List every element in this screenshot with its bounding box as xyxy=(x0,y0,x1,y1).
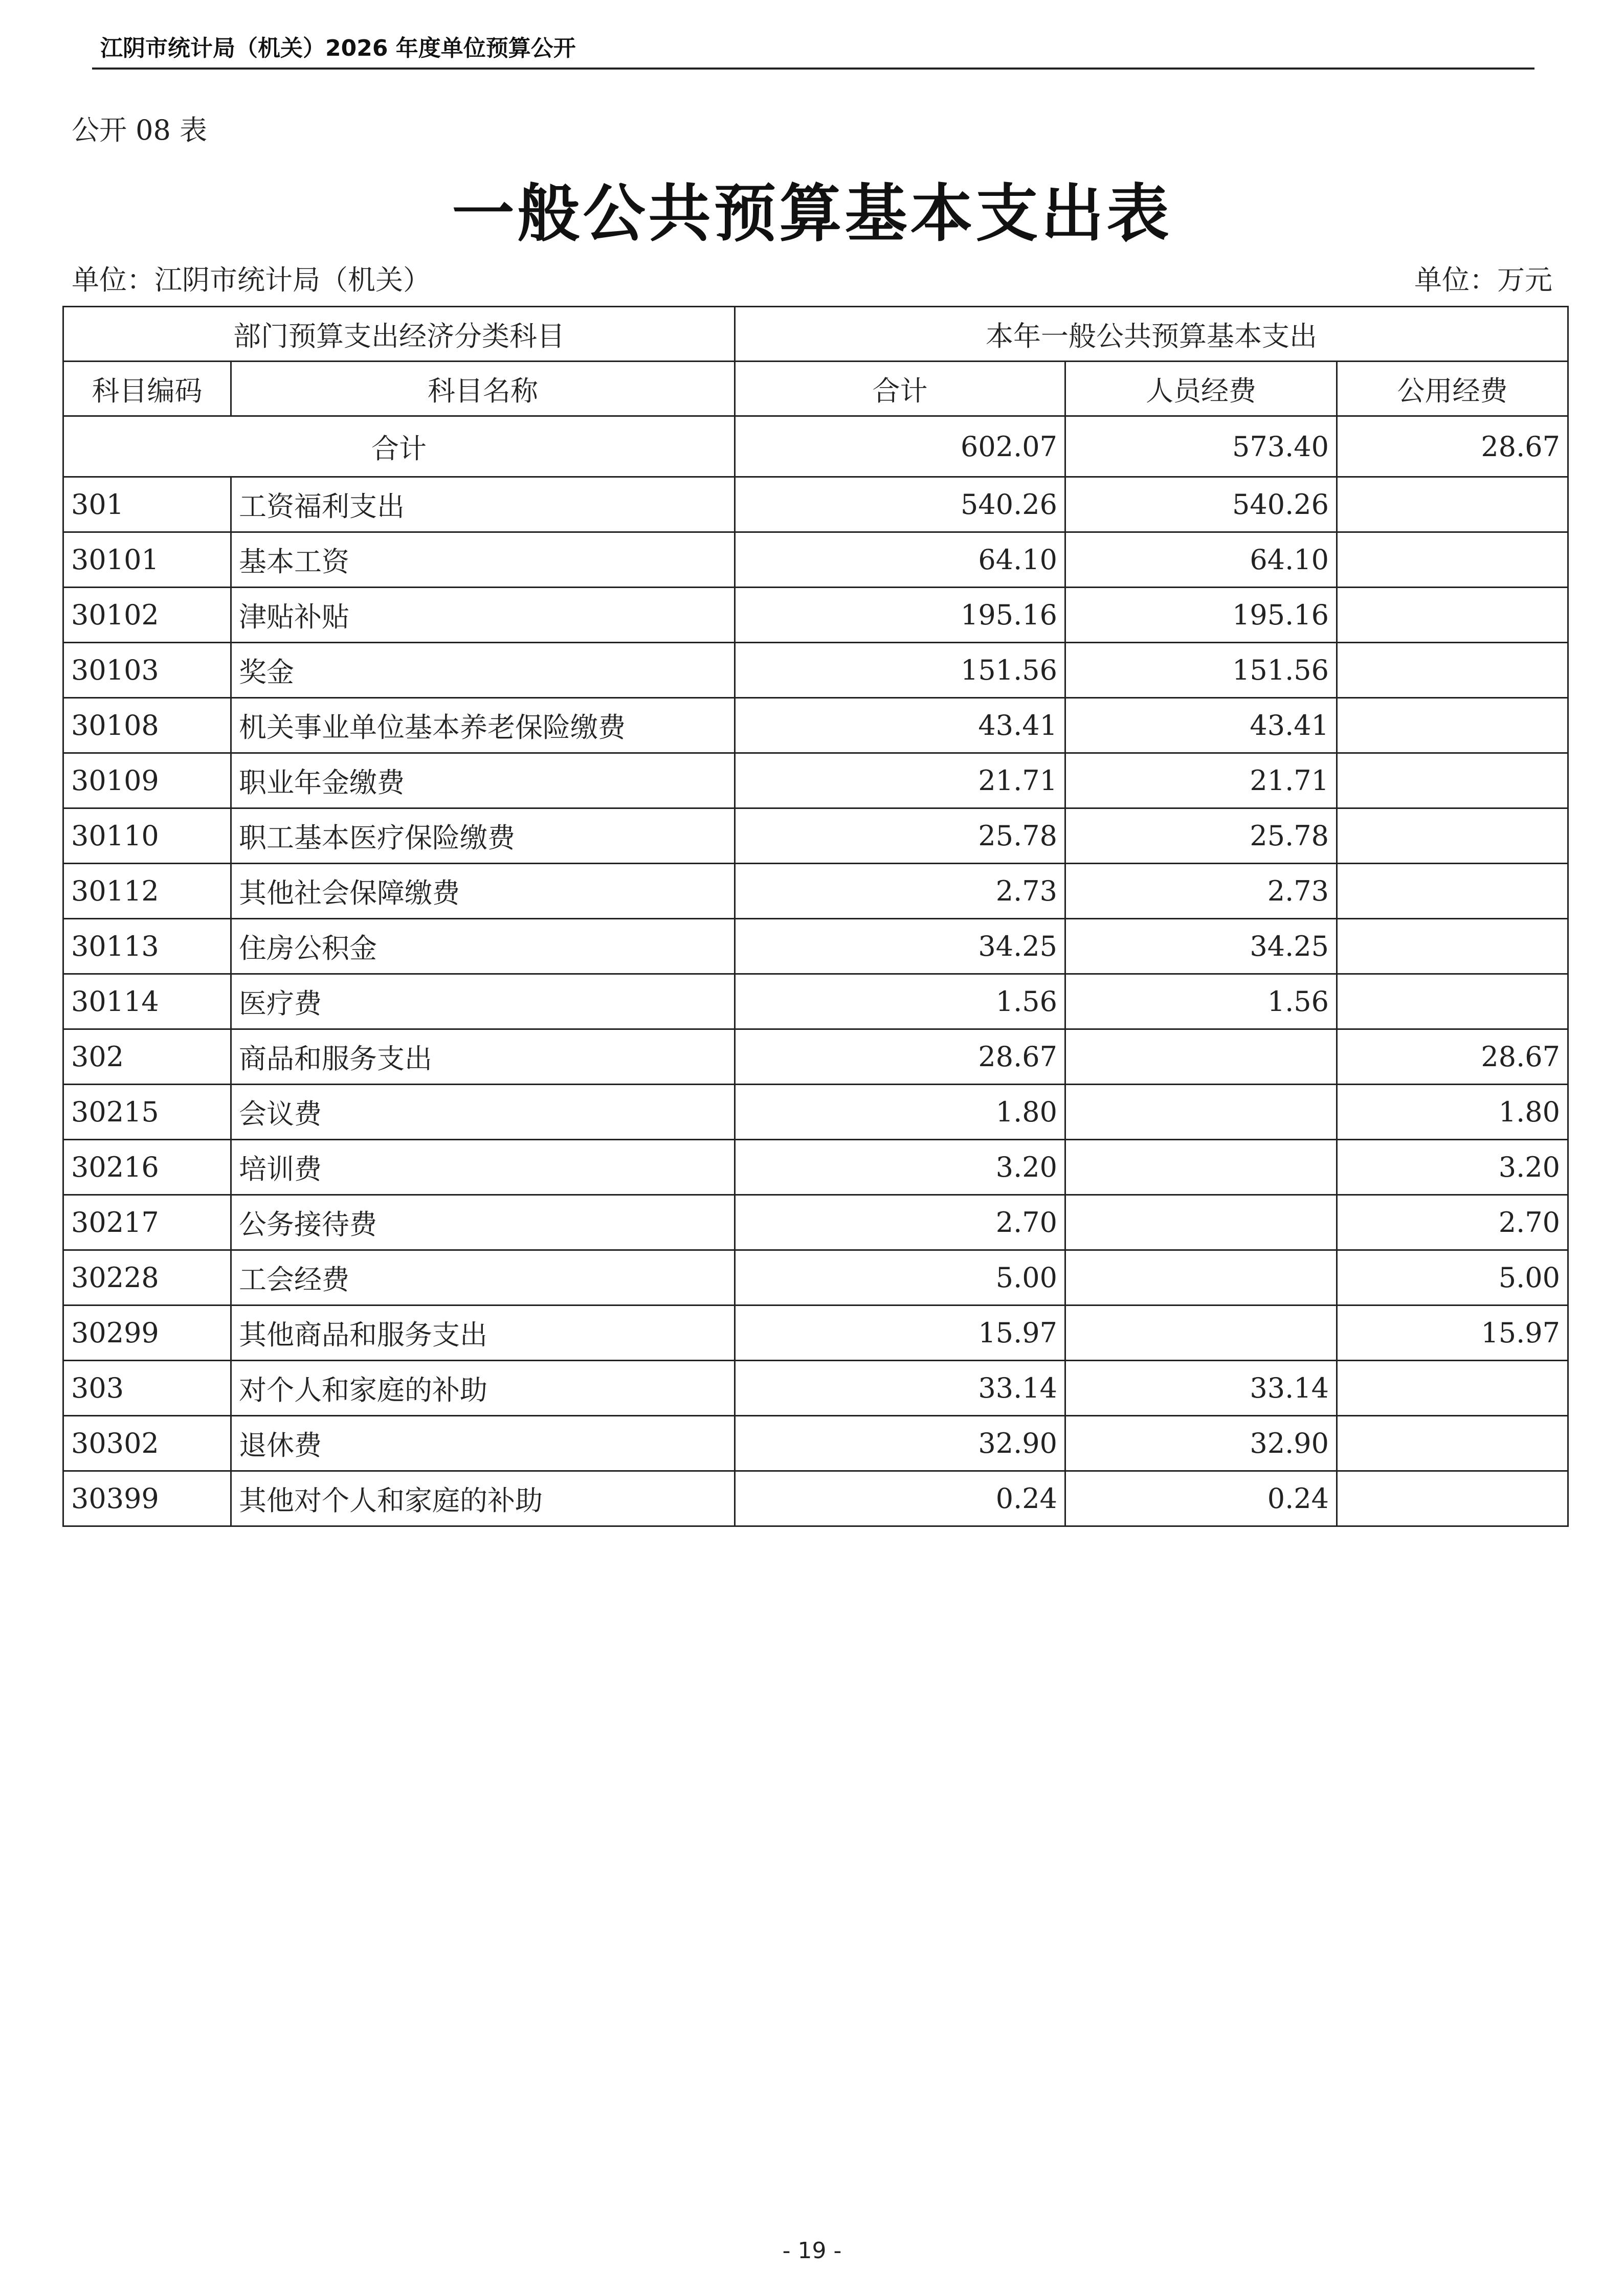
cell-personnel: 540.26 xyxy=(1065,477,1337,532)
table-column-header-row xyxy=(63,362,1568,416)
table-number: 公开 08 表 xyxy=(72,114,208,146)
cell-public xyxy=(1337,1471,1568,1526)
total-public: 28.67 xyxy=(1337,416,1568,477)
cell-code: 30113 xyxy=(63,919,231,974)
table-row xyxy=(63,974,1568,1029)
cell-public: 3.20 xyxy=(1337,1140,1568,1195)
cell-personnel: 1.56 xyxy=(1065,974,1337,1029)
cell-personnel: 34.25 xyxy=(1065,919,1337,974)
cell-total: 2.70 xyxy=(735,1195,1065,1250)
cell-total: 151.56 xyxy=(735,643,1065,698)
cell-name: 其他对个人和家庭的补助 xyxy=(231,1471,735,1526)
cell-code: 30101 xyxy=(63,532,231,588)
cell-public xyxy=(1337,864,1568,919)
cell-public: 15.97 xyxy=(1337,1305,1568,1361)
cell-public xyxy=(1337,698,1568,753)
cell-total: 15.97 xyxy=(735,1305,1065,1361)
cell-total: 32.90 xyxy=(735,1416,1065,1471)
table-row xyxy=(63,1029,1568,1085)
cell-total: 34.25 xyxy=(735,919,1065,974)
cell-code: 30228 xyxy=(63,1250,231,1305)
cell-public xyxy=(1337,1361,1568,1416)
table-row xyxy=(63,1085,1568,1140)
table-group-header-row xyxy=(63,307,1568,362)
cell-code: 30112 xyxy=(63,864,231,919)
cell-name: 培训费 xyxy=(231,1140,735,1195)
cell-code: 30103 xyxy=(63,643,231,698)
cell-name: 工会经费 xyxy=(231,1250,735,1305)
cell-name: 工资福利支出 xyxy=(231,477,735,532)
cell-total: 1.80 xyxy=(735,1085,1065,1140)
cell-code: 30216 xyxy=(63,1140,231,1195)
cell-name: 其他社会保障缴费 xyxy=(231,864,735,919)
table-row xyxy=(63,477,1568,532)
cell-code: 301 xyxy=(63,477,231,532)
cell-total: 21.71 xyxy=(735,753,1065,808)
total-sum: 602.07 xyxy=(735,416,1065,477)
cell-total: 540.26 xyxy=(735,477,1065,532)
cell-name: 职业年金缴费 xyxy=(231,753,735,808)
table-row xyxy=(63,1140,1568,1195)
table-row xyxy=(63,1250,1568,1305)
cell-name: 基本工资 xyxy=(231,532,735,588)
cell-code: 30299 xyxy=(63,1305,231,1361)
cell-total: 28.67 xyxy=(735,1029,1065,1085)
cell-name: 会议费 xyxy=(231,1085,735,1140)
table-row xyxy=(63,864,1568,919)
table-row xyxy=(63,1361,1568,1416)
unit-organization: 单位：江阴市统计局（机关） xyxy=(72,264,431,296)
cell-code: 30114 xyxy=(63,974,231,1029)
column-header-code: 科目编码 xyxy=(63,362,231,416)
cell-code: 30102 xyxy=(63,588,231,643)
group-header-classification: 部门预算支出经济分类科目 xyxy=(63,307,735,362)
cell-code: 30110 xyxy=(63,808,231,864)
cell-code: 30217 xyxy=(63,1195,231,1250)
cell-name: 住房公积金 xyxy=(231,919,735,974)
cell-personnel: 2.73 xyxy=(1065,864,1337,919)
cell-total: 1.56 xyxy=(735,974,1065,1029)
cell-name: 津贴补贴 xyxy=(231,588,735,643)
cell-total: 64.10 xyxy=(735,532,1065,588)
cell-total: 195.16 xyxy=(735,588,1065,643)
table-row xyxy=(63,698,1568,753)
cell-code: 30108 xyxy=(63,698,231,753)
cell-name: 公务接待费 xyxy=(231,1195,735,1250)
cell-code: 303 xyxy=(63,1361,231,1416)
page-title: 一般公共预算基本支出表 xyxy=(452,176,1172,250)
table-row xyxy=(63,1305,1568,1361)
cell-personnel: 33.14 xyxy=(1065,1361,1337,1416)
total-row xyxy=(63,416,1568,477)
table-row xyxy=(63,532,1568,588)
cell-personnel xyxy=(1065,1305,1337,1361)
cell-name: 商品和服务支出 xyxy=(231,1029,735,1085)
table-row xyxy=(63,919,1568,974)
cell-public xyxy=(1337,588,1568,643)
table-row xyxy=(63,1416,1568,1471)
cell-personnel: 25.78 xyxy=(1065,808,1337,864)
cell-public: 1.80 xyxy=(1337,1085,1568,1140)
cell-public xyxy=(1337,808,1568,864)
cell-public xyxy=(1337,477,1568,532)
cell-total: 3.20 xyxy=(735,1140,1065,1195)
table-row xyxy=(63,1195,1568,1250)
cell-name: 职工基本医疗保险缴费 xyxy=(231,808,735,864)
cell-public: 28.67 xyxy=(1337,1029,1568,1085)
column-header-personnel: 人员经费 xyxy=(1065,362,1337,416)
cell-total: 2.73 xyxy=(735,864,1065,919)
running-header: 江阴市统计局（机关）2026 年度单位预算公开 xyxy=(100,35,576,61)
cell-code: 30399 xyxy=(63,1471,231,1526)
cell-total: 43.41 xyxy=(735,698,1065,753)
cell-total: 25.78 xyxy=(735,808,1065,864)
table-row xyxy=(63,753,1568,808)
cell-total: 5.00 xyxy=(735,1250,1065,1305)
table-row xyxy=(63,588,1568,643)
cell-personnel xyxy=(1065,1195,1337,1250)
cell-total: 0.24 xyxy=(735,1471,1065,1526)
cell-public xyxy=(1337,919,1568,974)
column-header-public: 公用经费 xyxy=(1337,362,1568,416)
cell-personnel: 0.24 xyxy=(1065,1471,1337,1526)
budget-table xyxy=(62,306,1569,1527)
cell-public xyxy=(1337,753,1568,808)
cell-personnel: 21.71 xyxy=(1065,753,1337,808)
cell-public xyxy=(1337,1416,1568,1471)
page-number: - 19 - xyxy=(782,2238,842,2264)
cell-personnel: 195.16 xyxy=(1065,588,1337,643)
table-row xyxy=(63,643,1568,698)
table-row xyxy=(63,1471,1568,1526)
cell-personnel xyxy=(1065,1085,1337,1140)
cell-personnel: 32.90 xyxy=(1065,1416,1337,1471)
cell-personnel xyxy=(1065,1029,1337,1085)
cell-name: 其他商品和服务支出 xyxy=(231,1305,735,1361)
column-header-name: 科目名称 xyxy=(231,362,735,416)
cell-personnel: 151.56 xyxy=(1065,643,1337,698)
group-header-expenditure: 本年一般公共预算基本支出 xyxy=(735,307,1568,362)
cell-code: 30215 xyxy=(63,1085,231,1140)
cell-public xyxy=(1337,532,1568,588)
cell-name: 对个人和家庭的补助 xyxy=(231,1361,735,1416)
total-label: 合计 xyxy=(63,416,735,477)
cell-name: 退休费 xyxy=(231,1416,735,1471)
unit-currency: 单位：万元 xyxy=(1414,264,1552,296)
header-rule xyxy=(92,67,1534,70)
total-personnel: 573.40 xyxy=(1065,416,1337,477)
cell-public: 5.00 xyxy=(1337,1250,1568,1305)
cell-code: 30109 xyxy=(63,753,231,808)
cell-total: 33.14 xyxy=(735,1361,1065,1416)
cell-personnel xyxy=(1065,1250,1337,1305)
cell-public xyxy=(1337,643,1568,698)
cell-personnel xyxy=(1065,1140,1337,1195)
cell-personnel: 64.10 xyxy=(1065,532,1337,588)
cell-code: 30302 xyxy=(63,1416,231,1471)
cell-name: 医疗费 xyxy=(231,974,735,1029)
cell-name: 奖金 xyxy=(231,643,735,698)
cell-name: 机关事业单位基本养老保险缴费 xyxy=(231,698,735,753)
column-header-total: 合计 xyxy=(735,362,1065,416)
cell-public: 2.70 xyxy=(1337,1195,1568,1250)
cell-personnel: 43.41 xyxy=(1065,698,1337,753)
cell-code: 302 xyxy=(63,1029,231,1085)
table-row xyxy=(63,808,1568,864)
cell-public xyxy=(1337,974,1568,1029)
